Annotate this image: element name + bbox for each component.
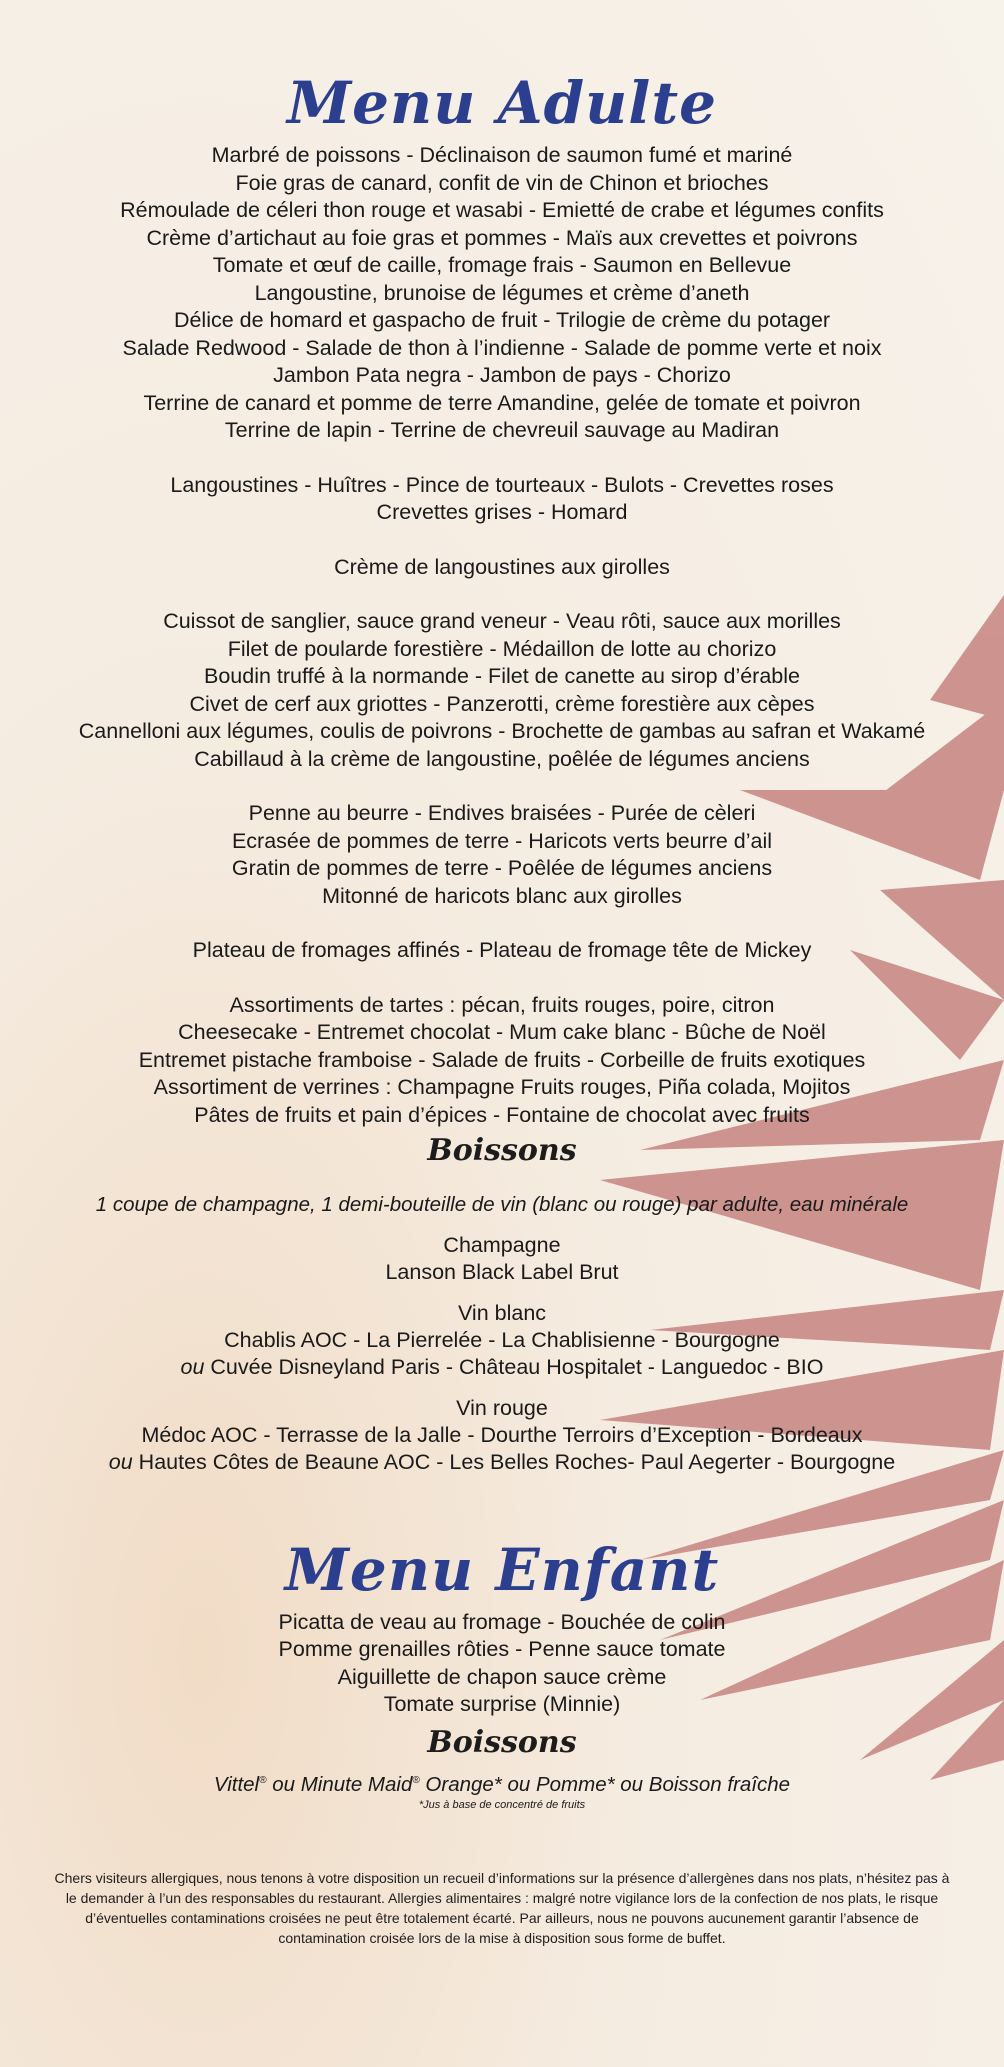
- menu-line: Assortiments de tartes : pécan, fruits rouges, poire, citron: [229, 992, 775, 1017]
- menu-line: Pomme grenailles rôties - Penne sauce tomate: [278, 1637, 726, 1661]
- menu-line: Crème d’artichaut au foie gras et pommes - Maïs aux crevettes et poivrons: [146, 225, 858, 250]
- menu-line: Cheesecake - Entremet chocolat - Mum cake blanc - Bûche de Noël: [178, 1020, 826, 1044]
- menu-line: Penne au beurre - Endives braisées - Purée de cèleri: [248, 801, 756, 825]
- menu-line: Aiguillette de chapon sauce crème: [337, 1664, 667, 1689]
- menu-line: Délice de homard et gaspacho de fruit - Trilogie de crème du potager: [173, 308, 831, 332]
- starters-list: [0, 142, 1004, 445]
- menu-line: Filet de poularde forestière - Médaillon de lotte au chorizo: [227, 636, 777, 661]
- white-wine-line-2: ou Cuvée Disneyland Paris - Château Hospitalet - Languedoc - BIO: [180, 1355, 824, 1379]
- kids-menu-title: Menu Enfant: [284, 1535, 720, 1604]
- juice-footnote: *Jus à base de concentré de fruits: [418, 1799, 586, 1812]
- sides-list: [0, 800, 1004, 910]
- menu-line: Tomate surprise (Minnie): [383, 1692, 621, 1716]
- champagne-line: Lanson Black Label Brut: [385, 1260, 619, 1284]
- menu-line: Foie gras de canard, confit de vin de Chinon et brioches: [235, 170, 769, 195]
- kids-drinks-title: Boissons: [427, 1724, 577, 1760]
- mains-list: [0, 608, 1004, 773]
- adult-menu-title: Menu Adulte: [286, 69, 718, 137]
- menu-line: Picatta de veau au fromage - Bouchée de colin: [278, 1609, 726, 1634]
- menu-line: Terrine de lapin - Terrine de chevreuil sauvage au Madiran: [224, 418, 780, 442]
- kids-list: [0, 1609, 1004, 1719]
- adult-drinks-title: Boissons: [427, 1133, 577, 1168]
- seafood-list: [0, 472, 1004, 527]
- menu-line: Jambon Pata negra - Jambon de pays - Chorizo: [273, 363, 731, 387]
- menu-line: Civet de cerf aux griottes - Panzerotti, crème forestière aux cèpes: [189, 691, 815, 716]
- menu-line: Boudin truffé à la normande - Filet de canette au sirop d’érable: [204, 664, 800, 688]
- red-wine-heading: Vin rouge: [456, 1395, 548, 1420]
- red-wine-line-1: Médoc AOC - Terrasse de la Jalle - Dourthe Terroirs d’Exception - Bordeaux: [141, 1422, 863, 1447]
- white-wine-heading: Vin blanc: [457, 1300, 547, 1325]
- menu-line: Assortiment de verrines : Champagne Fruits rouges, Piña colada, Mojitos: [153, 1075, 851, 1099]
- menu-line: Crème de langoustines aux girolles: [334, 554, 670, 579]
- champagne-heading: Champagne: [443, 1233, 561, 1257]
- menu-line: Terrine de canard et pomme de terre Amandine, gelée de tomate et poivron: [143, 390, 861, 415]
- menu-line: Langoustines - Huîtres - Pince de tourteaux - Bulots - Crevettes roses: [170, 472, 834, 497]
- menu-line: Pâtes de fruits et pain d’épices - Fontaine de chocolat avec fruits: [194, 1102, 810, 1127]
- menu-line: Marbré de poissons - Déclinaison de saumon fumé et mariné: [211, 143, 793, 167]
- or-word: ou: [108, 1450, 133, 1474]
- menu-line: Cuissot de sanglier, sauce grand veneur - Veau rôti, sauce aux morilles: [163, 609, 841, 633]
- menu-line: Salade Redwood - Salade de thon à l’indienne - Salade de pomme verte et noix: [122, 335, 882, 360]
- menu-line: Gratin de pommes de terre - Poêlée de légumes anciens: [231, 856, 773, 880]
- menu-line: Cannelloni aux légumes, coulis de poivrons - Brochette de gambas au safran et Wakamé: [78, 719, 926, 743]
- menu-line: Ecrasée de pommes de terre - Haricots verts beurre d’ail: [231, 828, 773, 853]
- adult-drinks-note: 1 coupe de champagne, 1 demi-bouteille de vin (blanc ou rouge) par adulte, eau minérale: [95, 1193, 909, 1216]
- menu-line: Plateau de fromages affinés - Plateau de fromage tête de Mickey: [192, 938, 812, 962]
- menu-line: Mitonné de haricots blanc aux girolles: [322, 883, 682, 908]
- menu-line: Tomate et œuf de caille, fromage frais - Saumon en Bellevue: [212, 253, 792, 277]
- menu-line: Crevettes grises - Homard: [376, 500, 628, 524]
- red-wine-line-2: ou Hautes Côtes de Beaune AOC - Les Belles Roches- Paul Aegerter - Bourgogne: [108, 1450, 896, 1474]
- kids-drinks-line: Vittel® ou Minute Maid® Orange* ou Pomme* ou Boisson fraîche: [213, 1772, 791, 1796]
- allergy-notice: Chers visiteurs allergiques, nous tenons à votre disposition un recueil d’informations sur la présence d’allergènes dans nos plats, n’hésitez pas à le demander à l’un des responsables du restaurant. Allergies alimentaires : malgré notre vigilance lors de la confection de nos plats, le risque d’éventuelles contaminations croisées ne peut être totalement écarté. Par ailleurs, nous ne pouvons aucunement garantir l’absence de contamination croisée lors de la mise à disposition sous forme de buffet.: [54, 1870, 950, 1947]
- menu-line: Cabillaud à la crème de langoustine, poêlée de légumes anciens: [194, 746, 810, 771]
- cheese-list: [0, 937, 1004, 965]
- soup-list: [0, 554, 1004, 582]
- desserts-list: [0, 992, 1004, 1130]
- menu-line: Entremet pistache framboise - Salade de fruits - Corbeille de fruits exotiques: [138, 1047, 866, 1072]
- menu-line: Langoustine, brunoise de légumes et crème d’aneth: [254, 280, 750, 305]
- or-word: ou: [180, 1355, 205, 1379]
- menu-line: Rémoulade de céleri thon rouge et wasabi - Emietté de crabe et légumes confits: [120, 198, 884, 222]
- white-wine-line-1: Chablis AOC - La Pierrelée - La Chablisienne - Bourgogne: [224, 1327, 780, 1352]
